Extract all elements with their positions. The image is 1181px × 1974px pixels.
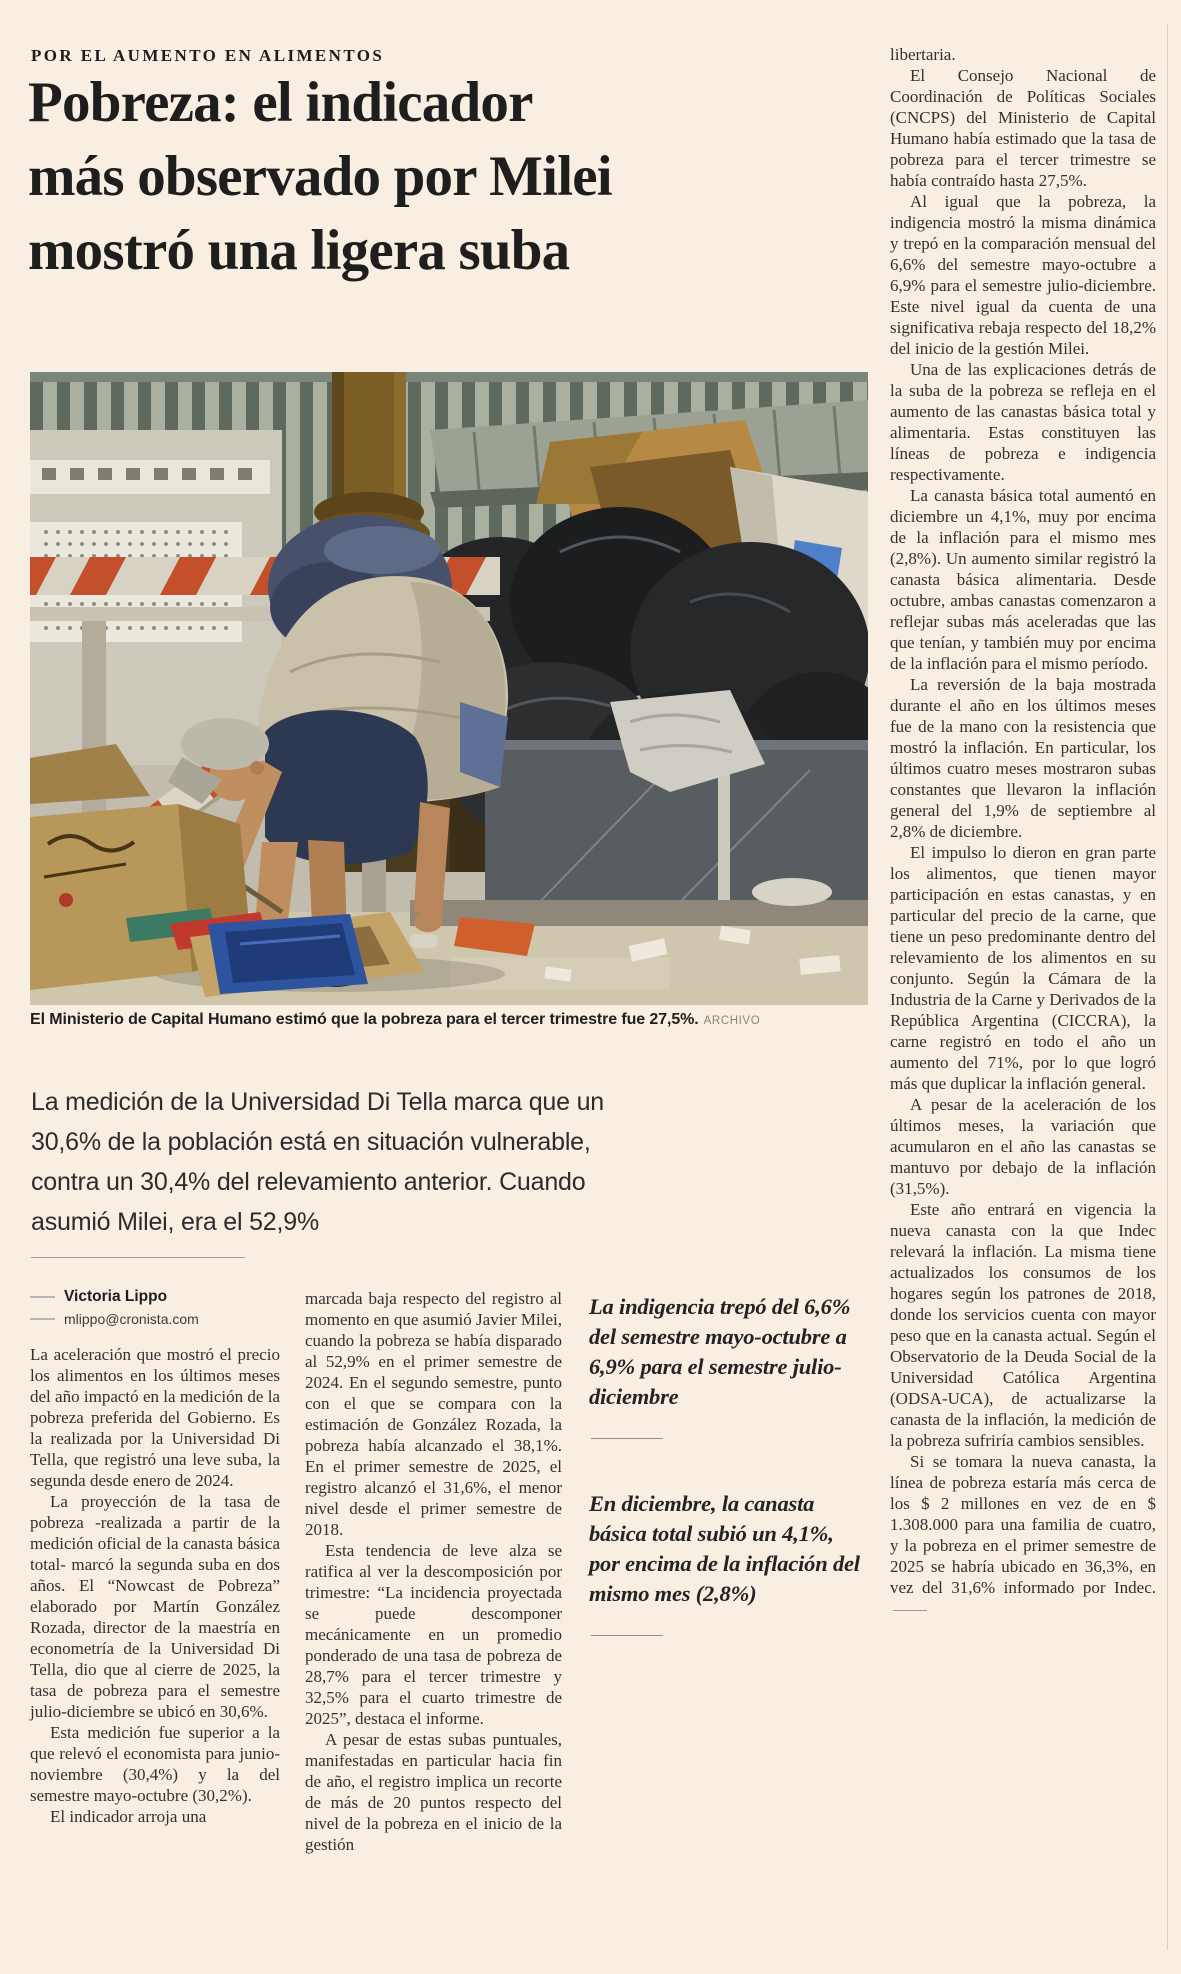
lede: La medición de la Universidad Di Tella marca que un 30,6% de la población está en situación vulnerable, contra un 30,4% del relevamiento anterior. Cuando asumió Milei, era el 52,9%	[31, 1088, 604, 1236]
column-separator-rule	[1167, 24, 1168, 1950]
pullquote-column	[589, 1288, 861, 1855]
photo-caption-text: El Ministerio de Capital Humano estimó que la pobreza para el tercer trimestre fue 27,5%.	[30, 1011, 699, 1028]
photo-caption	[30, 1011, 868, 1029]
paragraph: Esta medición fue superior a la que relevó el economista para junio-noviembre (30,4%) y la del semestre mayo-octubre (30,2%).	[30, 1723, 280, 1805]
paragraph: A pesar de estas subas puntuales, manifestadas en particular hacia fin de año, el registro implica un recorte de más de 20 puntos respecto del nivel de la pobreza en el inicio de la gestión	[305, 1730, 562, 1854]
lede-rule	[31, 1257, 245, 1258]
paragraph: Una de las explicaciones detrás de la suba de la pobreza se refleja en el aumento de las canastas básica total y alimentaria. Estas constituyen las líneas de pobreza e indigencia respectivamente.	[890, 360, 1156, 484]
paragraph: Esta tendencia de leve alza se ratifica al ver la descomposición por trimestre: “La incidencia proyectada se puede descomponer mecánicamente en un promedio ponderado de una tasa de pobreza de 28,7% para el tercer trimestre y 32,5% para el cuarto trimestre de 2025”, destaca el informe.	[305, 1541, 562, 1728]
byline-dash-icon	[30, 1318, 55, 1320]
pullquote-rule	[591, 1635, 663, 1636]
last-paragraph	[890, 1451, 1156, 1619]
pullquote-2: En diciembre, la canasta básica total subió un 4,1%, por encima de la inflación del mismo mes (2,8%)	[589, 1491, 860, 1606]
paragraph: marcada baja respecto del registro al momento en que asumió Javier Milei, cuando la pobreza se había disparado al 52,9% en el primer semestre de 2024. En el segundo semestre, punto con el que se compara con la estimación de González Rozada, la pobreza había alcanzado el 38,1%. En el primer semestre de 2025, el registro alcanzó el 31,6%, el menor nivel desde el primer semestre de 2018.	[305, 1289, 562, 1539]
article-body	[30, 1288, 875, 1855]
byline-dash-icon	[30, 1296, 55, 1298]
photo-illustration	[30, 372, 868, 1005]
paragraph: La proyección de la tasa de pobreza -realizada a partir de la medición oficial de la canasta básica total- marcó la segunda suba en dos años. El “Nowcast de Pobreza” elaborado por Martín González Rozada, director de la maestría en econometría de la Universidad Di Tella, dio que al cierre de 2025, la tasa de pobreza para el semestre julio-diciembre se ubicó en 30,6%.	[30, 1492, 280, 1721]
headline-line-3: mostró una ligera suba	[28, 219, 570, 282]
photo-shorts	[265, 710, 428, 864]
byline-author-row	[30, 1288, 280, 1306]
paragraph: La canasta básica total aumentó en diciembre un 4,1%, muy por encima de la inflación para el mismo mes (2,8%). Un aumento similar registró la canasta básica alimentaria. Desde octubre, ambas canastas comenzaron a reflejar subas más aceleradas que las que tenían, y también muy por encima de la inflación para el mismo período.	[890, 486, 1156, 673]
pullquote-1: La indigencia trepó del 6,6% del semestre mayo-octubre a 6,9% para el semestre julio-diciembre	[589, 1294, 851, 1409]
paragraph: libertaria.	[890, 45, 956, 64]
pullquote-rule	[591, 1438, 663, 1439]
headline-line-2: más observado por Milei	[28, 145, 612, 208]
headline	[28, 66, 878, 288]
paragraph: Al igual que la pobreza, la indigencia mostró la misma dinámica y trepó en la comparación mensual del 6,6% del semestre mayo-octubre a 6,9% para el semestre julio-diciembre. Este nivel igual da cuenta de una significativa rebaja respecto del 18,2% del inicio de la gestión Milei.	[890, 192, 1156, 358]
paragraph: El impulso lo dieron en gran parte los alimentos, que tienen mayor participación en estas canastas, y en particular del precio de la carne, que tiene un peso predominante dentro del relevamiento de los alimentos en su conjunto. Según la Cámara de la Industria de la Carne y Derivados de la República Argentina (CICCRA), la carne registró en todo el año un aumento del 71%, por lo que logró más que duplicar la inflación general.	[890, 843, 1156, 1093]
paragraph: El Consejo Nacional de Coordinación de Políticas Sociales (CNCPS) del Ministerio de Capital Humano había estimado que la tasa de pobreza para el tercer trimestre se había contraído hasta 27,5%.	[890, 66, 1156, 190]
byline-email[interactable]: mlippo@cronista.com	[64, 1311, 199, 1327]
kicker: POR EL AUMENTO EN ALIMENTOS	[31, 46, 385, 65]
paragraph: A pesar de la aceleración de los últimos meses, la variación que acumularon en el año las canastas se mantuvo por debajo de la inflación (31,5%).	[890, 1095, 1156, 1198]
photo-left-wall	[30, 430, 282, 765]
photo-blue-crate	[208, 914, 368, 994]
paragraph: La reversión de la baja mostrada durante el año en los últimos meses fue de la mano con la resistencia que mostró la inflación. En particular, los últimos cuatro meses mostraron subas constantes que llevaron la inflación general del 1,9% de septiembre al 2,8% de diciembre.	[890, 675, 1156, 841]
byline-email-row	[30, 1311, 280, 1327]
paragraph-text: Si se tomara la nueva canasta, la línea de pobreza estaría más cerca de los $ 2 millones en vez de en $ 1.308.000 para una familia de cuatro, y la pobreza en el primer semestre de 2025 se habría ubicado en 36,3%, en vez del 31,6% informado por Indec.	[890, 1452, 1156, 1597]
byline-author: Victoria Lippo	[64, 1288, 168, 1305]
byline	[30, 1288, 280, 1327]
article-photo	[30, 372, 868, 1005]
body-column-2	[305, 1288, 562, 1855]
headline-line-1: Pobreza: el indicador	[28, 71, 533, 134]
end-of-article-dash	[893, 1610, 927, 1611]
body-column-1	[30, 1288, 280, 1855]
right-column	[890, 44, 1156, 1619]
paragraph: El indicador arroja una	[50, 1807, 207, 1826]
paragraph: La aceleración que mostró el precio los alimentos en los últimos meses del año impactó en la medición de la pobreza preferida del Gobierno. Es la realizada por la Universidad Di Tella, que registró una leve suba, la segunda desde enero de 2024.	[30, 1345, 280, 1490]
paragraph: Este año entrará en vigencia la nueva canasta con la que Indec relevará la inflación. La misma tiene actualizados los consumos de los hogares según los patrones de 2018, donde los servicios cuenta con mayor peso que en la canasta actual. Según el Observatorio de la Deuda Social de la Universidad Católica Argentina (ODSA-UCA), de actualizarse la canasta de la inflación, la medición de la pobreza sufriría cambios sensibles.	[890, 1200, 1156, 1450]
photo-credit: ARCHIVO	[703, 1015, 761, 1027]
